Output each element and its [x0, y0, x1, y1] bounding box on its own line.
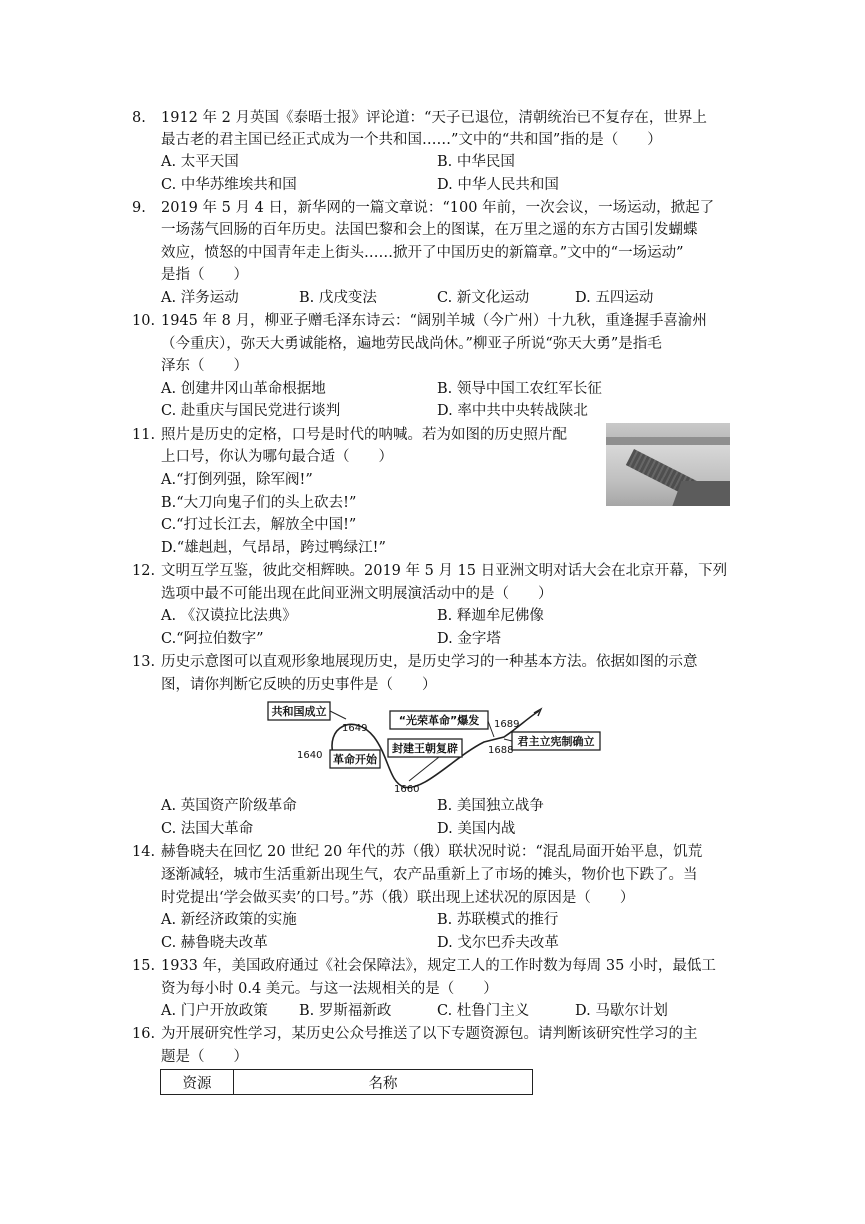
option-a[interactable]: A. 洋务运动 — [161, 290, 239, 306]
option-b[interactable]: B. 苏联模式的推行 — [437, 912, 559, 928]
question-12-text: 选项中最不可能出现在此间亚洲文明展演活动中的是（ ） — [161, 586, 553, 602]
option-c[interactable]: C. 新文化运动 — [437, 290, 530, 306]
question-9-number: 9. — [132, 200, 146, 216]
label-republic: 共和国成立 — [271, 705, 327, 718]
question-13-number: 13. — [132, 654, 156, 670]
option-d[interactable]: D.“雄赳赳，气昂昂，跨过鸭绿江!” — [161, 540, 386, 556]
question-8-number: 8. — [132, 110, 146, 126]
option-c[interactable]: C. 杜鲁门主义 — [437, 1003, 530, 1019]
label-revolution-start: 革命开始 — [333, 753, 377, 766]
year-1640: 1640 — [297, 750, 323, 761]
question-14-text: 逐渐减轻，城市生活重新出现生气，农产品重新上了市场的摊头，物价也下跌了。当 — [161, 867, 698, 883]
question-11-number: 11. — [132, 427, 156, 443]
header-name: 名称 — [234, 1070, 533, 1095]
question-16-text: 为开展研究性学习，某历史公众号推送了以下专题资源包。请判断该研究性学习的主 — [161, 1026, 698, 1042]
year-1660: 1660 — [394, 784, 420, 795]
option-b[interactable]: B. 释迦牟尼佛像 — [437, 608, 544, 624]
question-16-text: 题是（ ） — [161, 1049, 248, 1065]
option-b[interactable]: B.“大刀向鬼子们的头上砍去!” — [161, 495, 357, 511]
year-1689: 1689 — [494, 719, 520, 730]
historical-photo — [606, 423, 730, 506]
table-header-row — [161, 1070, 533, 1095]
option-c[interactable]: C. 中华苏维埃共和国 — [161, 177, 297, 193]
option-c[interactable]: C. 赴重庆与国民党进行谈判 — [161, 403, 341, 419]
question-9-text: 2019 年 5 月 4 日，新华网的一篇文章说：“100 年前，一次会议，一场运动，掀起了 — [161, 200, 715, 216]
option-a[interactable]: A. 新经济政策的实施 — [161, 912, 297, 928]
photo-near-shore — [671, 481, 730, 506]
year-1649: 1649 — [342, 723, 368, 734]
option-a[interactable]: A. 《汉谟拉比法典》 — [161, 608, 297, 624]
option-b[interactable]: B. 美国独立战争 — [437, 798, 544, 814]
label-constitutional: 君主立宪制确立 — [517, 735, 595, 748]
question-14-text: 时党提出‘学会做买卖’的口号。”苏（俄）联出现上述状况的原因是（ ） — [161, 890, 635, 906]
question-12-number: 12. — [132, 563, 156, 579]
option-c[interactable]: C.“阿拉伯数字” — [161, 631, 264, 647]
question-9-text: 是指（ ） — [161, 267, 248, 283]
option-d[interactable]: D. 戈尔巴乔夫改革 — [437, 935, 559, 951]
option-a[interactable]: A. 英国资产阶级革命 — [161, 798, 297, 814]
history-diagram — [264, 697, 606, 795]
question-11-text: 上口号，你认为哪句最合适（ ） — [161, 449, 393, 465]
question-15-text: 资为每小时 0.4 美元。与这一法规相关的是（ ） — [161, 981, 498, 997]
question-11-text: 照片是历史的定格，口号是时代的呐喊。若为如图的历史照片配 — [161, 427, 567, 443]
option-a[interactable]: A.“打倒列强，除军阀!” — [161, 472, 313, 488]
question-13-text: 历史示意图可以直观形象地展现历史，是历史学习的一种基本方法。依据如图的示意 — [161, 654, 698, 670]
option-b[interactable]: B. 中华民国 — [437, 154, 515, 170]
question-14-number: 14. — [132, 844, 156, 860]
header-resource: 资源 — [161, 1070, 234, 1095]
option-a[interactable]: A. 太平天国 — [161, 154, 239, 170]
question-10-text: 泽东（ ） — [161, 358, 248, 374]
label-glorious: “光荣革命”爆发 — [398, 714, 480, 727]
year-1688: 1688 — [488, 745, 514, 756]
question-12-text: 文明互学互鉴，彼此交相辉映。2019 年 5 月 15 日亚洲文明对话大会在北京开幕，下列 — [161, 563, 728, 579]
option-d[interactable]: D. 美国内战 — [437, 821, 516, 837]
question-10-text: 1945 年 8 月，柳亚子赠毛泽东诗云：“阔别羊城（今广州）十九秋，重逢握手喜渝州 — [161, 313, 707, 329]
option-a[interactable]: A. 创建井冈山革命根据地 — [161, 381, 326, 397]
option-b[interactable]: B. 罗斯福新政 — [299, 1003, 392, 1019]
question-15-number: 15. — [132, 958, 156, 974]
option-b[interactable]: B. 领导中国工农红军长征 — [437, 381, 602, 397]
question-14-text: 赫鲁晓夫在回忆 20 世纪 20 年代的苏（俄）联状况时说：“混乱局面开始平息，饥荒 — [161, 844, 703, 860]
resource-table — [160, 1069, 533, 1095]
question-16-number: 16. — [132, 1026, 156, 1042]
question-13-text: 图，请你判断它反映的历史事件是（ ） — [161, 677, 437, 693]
option-d[interactable]: D. 中华人民共和国 — [437, 177, 559, 193]
option-d[interactable]: D. 金字塔 — [437, 631, 501, 647]
question-10-number: 10. — [132, 313, 156, 329]
option-c[interactable]: C.“打过长江去，解放全中国!” — [161, 517, 357, 533]
option-a[interactable]: A. 门户开放政策 — [161, 1003, 268, 1019]
label-restoration: 封建王朝复辟 — [392, 742, 458, 755]
question-10-text: （今重庆），弥天大勇诚能格，遍地劳民战尚休。”柳亚子所说“弥天大勇”是指毛 — [161, 336, 662, 352]
option-d[interactable]: D. 五四运动 — [575, 290, 654, 306]
option-d[interactable]: D. 马歇尔计划 — [575, 1003, 668, 1019]
question-15-text: 1933 年，美国政府通过《社会保障法》，规定工人的工作时数为每周 35 小时，最低工 — [161, 958, 716, 974]
option-c[interactable]: C. 赫鲁晓夫改革 — [161, 935, 268, 951]
question-8-text: 最古老的君主国已经正式成为一个共和国……”文中的“共和国”指的是（ ） — [161, 132, 662, 148]
question-9-text: 一场荡气回肠的百年历史。法国巴黎和会上的图谋，在万里之遥的东方古国引发蝴蝶 — [161, 222, 698, 238]
option-b[interactable]: B. 戊戌变法 — [299, 290, 377, 306]
question-8-text: 1912 年 2 月英国《泰晤士报》评论道：“天子已退位，清朝统治已不复存在，世界上 — [161, 110, 707, 126]
question-9-text: 效应，愤怒的中国青年走上街头……掀开了中国历史的新篇章。”文中的“一场运动” — [161, 245, 684, 261]
option-d[interactable]: D. 率中共中央转战陕北 — [437, 403, 588, 419]
option-c[interactable]: C. 法国大革命 — [161, 821, 254, 837]
